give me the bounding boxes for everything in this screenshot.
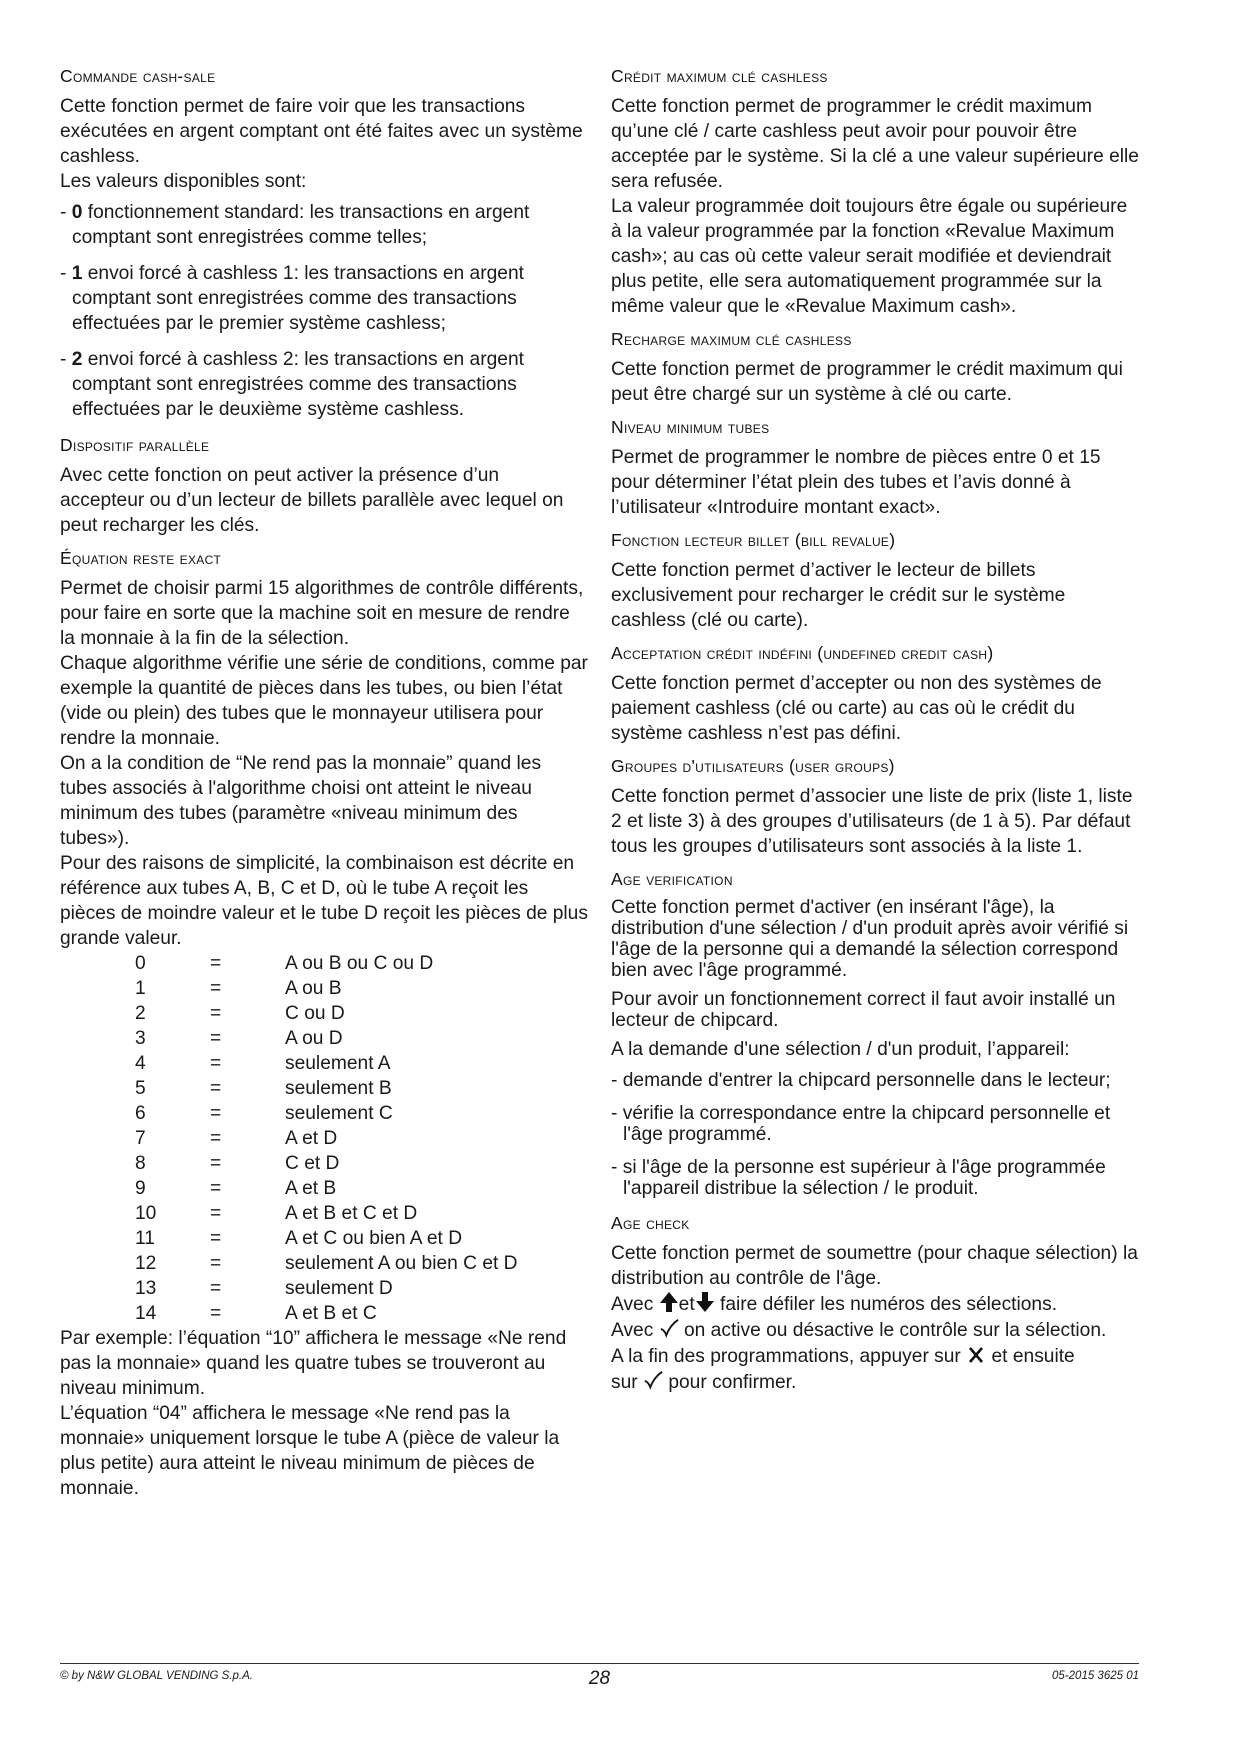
equation-number: 3 xyxy=(135,1028,146,1049)
heading-acceptation-credit: Acceptation crédit indéfini (undefined credit cash) xyxy=(611,643,994,663)
equation-tubes: A et D xyxy=(285,1128,338,1149)
heading-niveau-minimum: Niveau minimum tubes xyxy=(611,417,770,437)
age-check-p1: Cette fonction permet de soumettre (pour chaque sélection) la distribution au contrôle de l'âge. xyxy=(611,1243,1138,1289)
equation-equals: = xyxy=(210,1303,222,1324)
left-column xyxy=(60,60,588,1509)
heading-groupes-utilisateurs: Groupes d'utilisateurs (user groups) xyxy=(611,756,895,776)
page-footer xyxy=(60,1663,1139,1689)
equation-number: 8 xyxy=(135,1153,146,1174)
age-check-avec-label-2: Avec xyxy=(611,1320,654,1341)
age-check-toggle-line xyxy=(611,1317,1139,1343)
heading-age-check: Age check xyxy=(611,1213,690,1233)
equation-tubes: A et C ou bien A et D xyxy=(285,1228,463,1249)
heading-equation-reste-exact: Équation reste exact xyxy=(60,548,222,568)
equation-tubes: seulement B xyxy=(285,1078,392,1099)
age-verification-list xyxy=(611,1070,1139,1199)
equation-tubes: C ou D xyxy=(285,1003,345,1024)
niveau-text: Permet de programmer le nombre de pièces entre 0 et 15 pour déterminer l’état plein des tubes et l’avis donné à l’utilisateur «Introduire montant exact». xyxy=(611,447,1101,518)
age-check-confirm-text: pour confirmer. xyxy=(668,1372,797,1393)
equation-number: 9 xyxy=(135,1178,146,1199)
heading-recharge-maximum: Recharge maximum clé cashless xyxy=(611,329,852,349)
table-row xyxy=(60,976,518,1001)
equation-tubes: A et B et C et D xyxy=(285,1203,418,1224)
table-row xyxy=(60,1126,518,1151)
age-check-defile-text: faire défiler les numéros des sélections. xyxy=(720,1294,1058,1315)
table-row xyxy=(60,1301,518,1326)
age-check-active-text: on active ou désactive le contrôle sur la sélection. xyxy=(684,1320,1107,1341)
value-number: 1 xyxy=(71,263,83,284)
table-row xyxy=(60,1226,518,1251)
equation-number: 4 xyxy=(135,1053,146,1074)
age-check-et-label: et xyxy=(678,1294,695,1315)
equation-equals: = xyxy=(210,1153,222,1174)
equation-number: 14 xyxy=(135,1303,157,1324)
right-column xyxy=(611,60,1139,1403)
equation-tubes: seulement A xyxy=(285,1053,391,1074)
checkmark-icon xyxy=(659,1317,679,1339)
arrow-up-icon xyxy=(659,1291,679,1313)
equation-tubes: C et D xyxy=(285,1153,340,1174)
equation-equals: = xyxy=(210,1203,222,1224)
equation-equals: = xyxy=(210,1128,222,1149)
table-row xyxy=(60,1251,518,1276)
equation-equals: = xyxy=(210,1278,222,1299)
section-equation-reste-exact xyxy=(60,546,588,1501)
checkmark-icon xyxy=(643,1369,663,1391)
table-row xyxy=(60,951,518,976)
equation-equals: = xyxy=(210,1253,222,1274)
equation-p6: L’équation “04” affichera le message «Ne rend pas la monnaie» uniquement lorsque le tube A (pièce de valeur la plus petite) aura atteint le niveau minimum de pièces de monnaie. xyxy=(60,1403,560,1499)
section-age-verification xyxy=(611,867,1139,1199)
equation-number: 2 xyxy=(135,1003,146,1024)
section-credit-maximum xyxy=(611,64,1139,319)
equation-equals: = xyxy=(210,978,222,999)
value-number: 0 xyxy=(71,202,83,223)
section-dispositif-parallele xyxy=(60,433,588,538)
credit-max-p2: La valeur programmée doit toujours être égale ou supérieure à la valeur programmée par la fonction «Revalue Maximum cash»; au cas où cette valeur serait modifiée et deviendrait plus petite, elle sera automatiquement programmée sur la même valeur que le «Revalue Maximum cash». xyxy=(611,196,1128,317)
equation-tubes: A ou B xyxy=(285,978,342,999)
footer-copyright: © by N&W GLOBAL VENDING S.p.A. xyxy=(60,1670,253,1682)
list-item: - vérifie la correspondance entre la chipcard personnelle et l'âge programmé. xyxy=(611,1103,1111,1145)
age-check-confirm-line xyxy=(611,1343,1139,1395)
equation-equals: = xyxy=(210,953,222,974)
lecteur-text: Cette fonction permet d’activer le lecteur de billets exclusivement pour recharger le crédit sur le système cashless (clé ou carte). xyxy=(611,560,1066,631)
section-recharge-maximum xyxy=(611,327,1139,407)
section-acceptation-credit xyxy=(611,641,1139,746)
table-row xyxy=(60,1201,518,1226)
section-age-check xyxy=(611,1211,1139,1395)
equation-p4: Pour des raisons de simplicité, la combinaison est décrite en référence aux tubes A, B, C et D, où le tube A reçoit les pièces de moindre valeur et le tube D reçoit les pièces de plus grande valeur. xyxy=(60,853,588,949)
equation-tubes: A ou B ou C ou D xyxy=(285,953,434,974)
equation-p2: Chaque algorithme vérifie une série de conditions, comme par exemple la quantité de pièces dans les tubes, ou bien l’état (vide ou plein) des tubes que le monnayeur utilisera pour rendre la monnaie. xyxy=(60,653,588,749)
table-row xyxy=(60,1076,518,1101)
equation-number: 10 xyxy=(135,1203,157,1224)
age-check-avec-label: Avec xyxy=(611,1294,654,1315)
table-row xyxy=(60,1276,518,1301)
heading-credit-maximum: Crédit maximum clé cashless xyxy=(611,66,828,86)
equation-tubes: A et B et C xyxy=(285,1303,377,1324)
list-item: - si l'âge de la personne est supérieur à l'âge programmée l'appareil distribue la sélection / le produit. xyxy=(611,1157,1106,1199)
value-text: envoi forcé à cashless 2: les transactions en argent comptant sont enregistrées comme des transactions effectuées par le deuxième système cashless. xyxy=(72,349,524,420)
list-item: - 2 envoi forcé à cashless 2: les transactions en argent comptant sont enregistrées comme des transactions effectuées par le deuxième système cashless. xyxy=(60,349,524,420)
value-text: fonctionnement standard: les transactions en argent comptant sont enregistrées comme telles; xyxy=(72,202,530,248)
credit-max-p1: Cette fonction permet de programmer le crédit maximum qu’une clé / carte cashless peut avoir pour pouvoir être acceptée par le système. Si la clé a une valeur supérieure elle sera refusée. xyxy=(611,96,1139,192)
heading-age-verification: Age verification xyxy=(611,869,733,889)
table-row xyxy=(60,1001,518,1026)
heading-lecteur-billet: Fonction lecteur billet (bill revalue) xyxy=(611,530,896,550)
footer-page-number: 28 xyxy=(588,1668,611,1689)
commande-intro: Cette fonction permet de faire voir que les transactions exécutées en argent comptant ont été faites avec un système cashless. xyxy=(60,96,583,167)
table-row xyxy=(60,1051,518,1076)
age-verification-p2: Pour avoir un fonctionnement correct il faut avoir installé un lecteur de chipcard. xyxy=(611,989,1116,1031)
equation-number: 11 xyxy=(135,1228,155,1249)
dispositif-text: Avec cette fonction on peut activer la présence d’un accepteur ou d’un lecteur de billets parallèle avec lequel on peut recharger les clés. xyxy=(60,465,564,536)
section-groupes-utilisateurs xyxy=(611,754,1139,859)
value-text: envoi forcé à cashless 1: les transactions en argent comptant sont enregistrées comme des transactions effectuées par le premier système cashless; xyxy=(72,263,524,334)
equation-p1: Permet de choisir parmi 15 algorithmes de contrôle différents, pour faire en sorte que la machine soit en mesure de rendre la monnaie à la fin de la sélection. xyxy=(60,578,584,649)
section-commande-cash-sale xyxy=(60,64,588,422)
equation-p5: Par exemple: l’équation “10” affichera le message «Ne rend pas la monnaie» quand les quatre tubes se trouveront au niveau minimum. xyxy=(60,1328,567,1399)
equation-equals: = xyxy=(210,1078,222,1099)
equation-equals: = xyxy=(210,1178,222,1199)
recharge-text: Cette fonction permet de programmer le crédit maximum qui peut être chargé sur un système à clé ou carte. xyxy=(611,359,1123,405)
equation-number: 13 xyxy=(135,1278,157,1299)
section-lecteur-billet xyxy=(611,528,1139,633)
age-verification-p1: Cette fonction permet d'activer (en insérant l'âge), la distribution d'une sélection / d'un produit après avoir vérifié si l'âge de la personne qui a demandé la sélection correspond bien avec l'âge programmé. xyxy=(611,897,1129,981)
list-item: - 0 fonctionnement standard: les transactions en argent comptant sont enregistrées comme telles; xyxy=(60,202,530,248)
equation-number: 5 xyxy=(135,1078,146,1099)
section-niveau-minimum xyxy=(611,415,1139,520)
age-check-scroll-line xyxy=(611,1291,1139,1317)
equation-tubes: seulement C xyxy=(285,1103,393,1124)
age-verification-p3: A la demande d'une sélection / d'un produit, l’appareil: xyxy=(611,1039,1070,1060)
commande-values-label: Les valeurs disponibles sont: xyxy=(60,171,307,192)
equation-equals: = xyxy=(210,1053,222,1074)
heading-dispositif-parallele: Dispositif parallèle xyxy=(60,435,210,455)
commande-value-list xyxy=(60,200,588,422)
equation-tubes: seulement D xyxy=(285,1278,393,1299)
table-row xyxy=(60,1026,518,1051)
list-item: - demande d'entrer la chipcard personnelle dans le lecteur; xyxy=(611,1070,1111,1091)
footer-document-code: 05-2015 3625 01 xyxy=(1052,1670,1139,1682)
value-number: 2 xyxy=(71,349,83,370)
equation-table xyxy=(60,951,518,1326)
equation-tubes: seulement A ou bien C et D xyxy=(285,1253,518,1274)
age-check-ensuite-text: et ensuite xyxy=(991,1346,1075,1367)
table-row xyxy=(60,1176,518,1201)
age-check-sur-text: sur xyxy=(611,1372,638,1393)
table-row xyxy=(60,1101,518,1126)
equation-equals: = xyxy=(210,1003,222,1024)
cross-icon xyxy=(966,1343,986,1365)
equation-number: 0 xyxy=(135,953,146,974)
arrow-down-icon xyxy=(695,1291,715,1313)
list-item: - 1 envoi forcé à cashless 1: les transactions en argent comptant sont enregistrées comme des transactions effectuées par le premier système cashless; xyxy=(60,263,524,334)
equation-number: 6 xyxy=(135,1103,146,1124)
equation-tubes: A ou D xyxy=(285,1028,343,1049)
table-row xyxy=(60,1151,518,1176)
equation-tubes: A et B xyxy=(285,1178,337,1199)
equation-equals: = xyxy=(210,1028,222,1049)
acceptation-text: Cette fonction permet d’accepter ou non des systèmes de paiement cashless (clé ou carte) au cas où le crédit du système cashless n’est pas défini. xyxy=(611,673,1102,744)
age-check-fin-text: A la fin des programmations, appuyer sur xyxy=(611,1346,961,1367)
equation-equals: = xyxy=(210,1103,222,1124)
equation-number: 1 xyxy=(135,978,146,999)
equation-number: 7 xyxy=(135,1128,146,1149)
heading-commande-cash-sale: Commande cash-sale xyxy=(60,66,216,86)
equation-number: 12 xyxy=(135,1253,157,1274)
groupes-text: Cette fonction permet d’associer une liste de prix (liste 1, liste 2 et liste 3) à des groupes d’utilisateurs (de 1 à 5). Par défaut tous les groupes d’utilisateurs sont associés à la liste 1. xyxy=(611,786,1133,857)
equation-equals: = xyxy=(210,1228,222,1249)
equation-p3: On a la condition de “Ne rend pas la monnaie” quand les tubes associés à l'algorithme choisi ont atteint le niveau minimum des tubes (paramètre «niveau minimum des tubes»). xyxy=(60,753,542,849)
